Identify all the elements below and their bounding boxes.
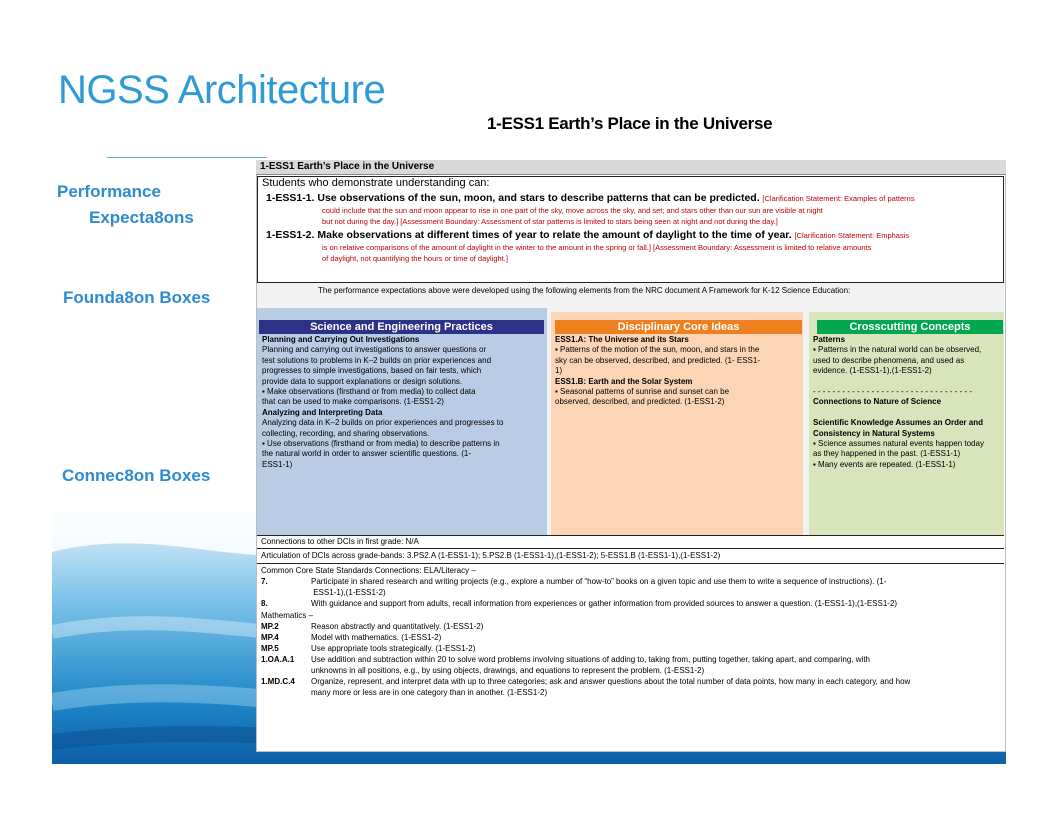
sep-line: the natural world in order to answer scientific questions. (1-	[262, 449, 471, 459]
pe-intro: Students who demonstrate understanding can:	[262, 177, 490, 189]
slide-title: NGSS Architecture	[58, 68, 386, 112]
label-expectations: Expecta8ons	[89, 208, 194, 227]
cc-line: ▪ Patterns in the natural world can be observed,	[813, 345, 982, 355]
math-row	[261, 622, 483, 632]
math-text: many more or less are in one category than in another. (1-ESS1-2)	[311, 688, 548, 697]
ela-row	[261, 577, 886, 587]
sep-line: ▪ Make observations (firsthand or from media) to collect data	[262, 387, 476, 397]
dci-line: 1)	[555, 366, 563, 376]
title-underline	[107, 157, 267, 158]
ela-heading: Common Core State Standards Connections: ELA/Literacy –	[261, 566, 476, 575]
math-row	[261, 666, 704, 676]
foundation-text: The performance expectations above were developed using the following elements from the NRC document A Framework for K-12 Science Education:	[318, 286, 851, 295]
sep-line: Planning and Carrying Out Investigations	[262, 335, 420, 344]
math-code: MP.2	[261, 622, 279, 631]
math-code: MP.5	[261, 644, 279, 653]
ela-text: With guidance and support from adults, recall information from experiences or gather information from provided sources to answer a question. (1-ESS1-1),(1-ESS1-2)	[311, 599, 898, 608]
sep-line: progresses to simple investigations, based on fair tests, which	[262, 366, 482, 376]
cc-line: ▪ Science assumes natural events happen today	[813, 439, 984, 449]
sep-line: that can be used to make comparisons. (1-ESS1-2)	[262, 397, 444, 407]
cc-line: Connections to Nature of Science	[813, 397, 942, 407]
math-row	[261, 633, 441, 643]
math-text: Use appropriate tools strategically. (1-ESS1-2)	[311, 644, 476, 653]
math-text: Organize, represent, and interpret data with up to three categories; ask and answer questions about the total number of data points, how many in each category, and how	[311, 677, 911, 686]
ela-code: 7.	[261, 577, 268, 586]
cc-line: - - - - - - - - - - - - - - - - - - - - - - - - - - - - - - - - -	[813, 387, 973, 397]
pe1-clarification: [Clarification Statement: Examples of patterns	[762, 194, 915, 203]
math-code: 1.MD.C.4	[261, 677, 295, 686]
sep-line: Analyzing data in K–2 builds on prior experiences and progresses to	[262, 418, 504, 428]
cc-line	[813, 408, 984, 418]
cc-line: used to describe phenomena, and used as	[813, 355, 965, 365]
pe1-line	[266, 192, 915, 204]
articulation-row: Articulation of DCIs across grade-bands: 3.PS2.A (1-ESS1-1); 5.PS2.B (1-ESS1-1),(1-ESS1-2); 5-ESS1.B (1-ESS1-1),(1-ESS1-2)	[257, 549, 1004, 564]
dci-line: ESS1.A: The Universe and its Stars	[555, 335, 689, 344]
cc-line: Patterns	[813, 335, 846, 344]
dci-heading: Disciplinary Core Ideas	[555, 320, 802, 334]
math-text: Use addition and subtraction within 20 to solve word problems involving situations of adding to, taking from, putting together, taking apart, and comparing, with	[311, 655, 870, 664]
connections-other-dcis: Connections to other DCIs in first grade: N/A	[257, 535, 1004, 549]
pe1-code: 1-ESS1-1.	[266, 192, 315, 204]
label-foundation-boxes: Founda8on Boxes	[63, 288, 211, 307]
ela-text: ESS1-1),(1-ESS1-2)	[311, 588, 386, 597]
math-row	[261, 677, 910, 687]
label-performance: Performance	[57, 182, 161, 201]
pe2-clarification-3: of daylight, not quantifying the hours or time of daylight.]	[322, 254, 508, 263]
sep-line: provide data to support explanations or design solutions.	[262, 376, 463, 386]
math-code: MP.4	[261, 633, 279, 642]
dci-line: observed, described, and predicted. (1-ESS1-2)	[555, 397, 725, 407]
pe1-clarification-3: but not during the day.] [Assessment Boundary: Assessment of star patterns is limited to stars being seen at night and not during the day.]	[322, 217, 778, 226]
sep-line: test solutions to problems in K–2 builds on prior experiences and	[262, 355, 492, 365]
math-heading: Mathematics –	[261, 611, 314, 620]
pe2-line	[266, 229, 909, 241]
pe1-text: Use observations of the sun, moon, and stars to describe patterns that can be predicted.	[314, 192, 760, 204]
sep-line: Analyzing and Interpreting Data	[262, 407, 383, 417]
ela-row	[261, 588, 386, 598]
cc-line: Consistency in Natural Systems	[813, 428, 935, 438]
math-row	[261, 688, 547, 698]
dci-line: sky can be observed, described, and predicted. (1- ESS1-	[555, 355, 760, 365]
sep-heading: Science and Engineering Practices	[259, 320, 544, 334]
pe2-clarification: [Clarification Statement: Emphasis	[794, 231, 910, 240]
sep-line: ESS1-1)	[262, 459, 293, 469]
sep-content	[262, 335, 503, 470]
pe1-clarification-2: could include that the sun and moon appear to rise in one part of the sky, move across the sky, and set; and stars other than our sun are visible at night	[322, 206, 823, 215]
cc-line: ▪ Many events are repeated. (1-ESS1-1)	[813, 459, 956, 469]
pe2-code: 1-ESS1-2.	[266, 229, 315, 241]
ela-row	[261, 599, 897, 609]
math-row	[261, 644, 475, 654]
dci-line: ▪ Patterns of the motion of the sun, moon, and stars in the	[555, 345, 760, 355]
dci-line: ▪ Seasonal patterns of sunrise and sunset can be	[555, 387, 730, 397]
document-header: 1-ESS1 Earth’s Place in the Universe	[256, 160, 1006, 175]
cc-line: Scientific Knowledge Assumes an Order and	[813, 418, 983, 428]
math-text: Model with mathematics. (1-ESS1-2)	[311, 633, 442, 642]
cc-content	[813, 335, 984, 470]
dci-content	[555, 335, 760, 408]
pe2-clarification-2: is on relative comparisons of the amount of daylight in the winter to the amount in the spring or fall.] [Assessment Boundary: Assessment is limited to relative amounts	[322, 243, 872, 252]
pe2-text: Make observations at different times of year to relate the amount of daylight to the time of year.	[314, 229, 792, 241]
math-text: Reason abstractly and quantitatively. (1-ESS1-2)	[311, 622, 484, 631]
ela-text: Participate in shared research and writing projects (e.g., explore a number of “how-to” books on a given topic and use them to write a sequence of instructions). (1-	[311, 577, 887, 586]
cc-line: evidence. (1-ESS1-1),(1-ESS1-2)	[813, 366, 932, 376]
cc-heading: Crosscutting Concepts	[817, 320, 1003, 334]
cc-line: as they happened in the past. (1-ESS1-1)	[813, 449, 961, 459]
math-code: 1.OA.A.1	[261, 655, 295, 664]
math-text: unknowns in all positions, e.g., by using objects, drawings, and equations to represent the problem. (1-ESS1-2)	[311, 666, 705, 675]
document-title: 1-ESS1 Earth’s Place in the Universe	[487, 114, 773, 133]
math-row	[261, 655, 870, 665]
label-connection-boxes: Connec8on Boxes	[62, 466, 211, 485]
sep-line: ▪ Use observations (firsthand or from media) to describe patterns in	[262, 439, 500, 449]
ela-code: 8.	[261, 599, 268, 608]
dci-line: ESS1.B: Earth and the Solar System	[555, 376, 693, 386]
sep-line: Planning and carrying out investigations to answer questions or	[262, 345, 487, 355]
cc-line	[813, 377, 984, 387]
sep-line: collecting, recording, and sharing observations.	[262, 428, 430, 438]
